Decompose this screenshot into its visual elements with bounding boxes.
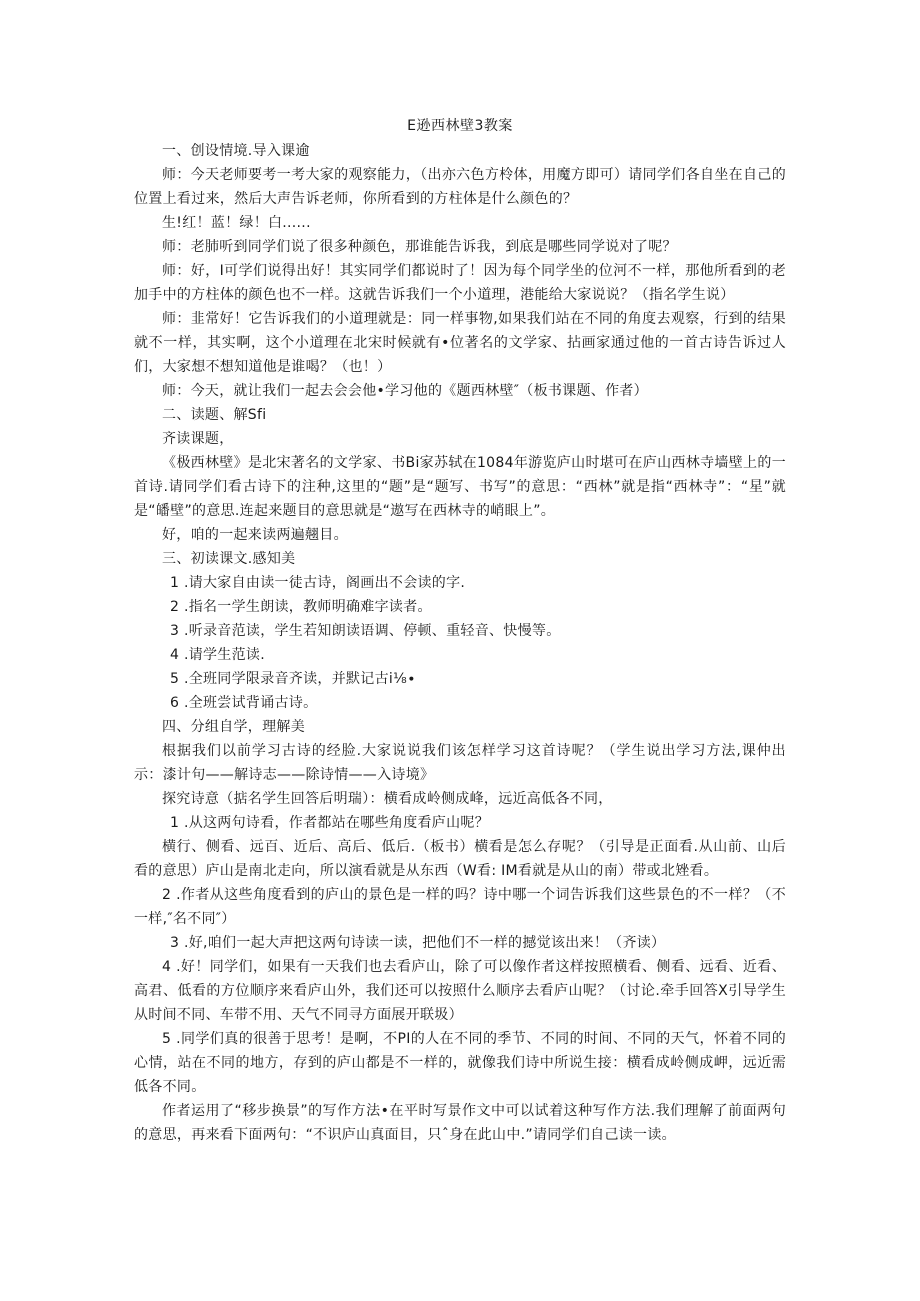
section-heading-4: 四、分组自学，理解美 xyxy=(162,719,305,735)
document-title: E逊西林壁3教案 xyxy=(407,118,513,134)
list-item: 1 .从这两句诗看，作者都站在哪些角度看庐山呢？ xyxy=(170,815,490,831)
paragraph: 师：韭常好！它告诉我们的小道理就是：同一样事物,如果我们站在不同的角度去观察，行到的结果就不一样，其实啊，这个小道理在北宋时候就有•位著名的文学家、拈画家通过他的一首古诗告诉过人们，大家想不想知道他是谁喝？（也！） xyxy=(134,311,786,375)
document-body xyxy=(134,139,786,1147)
paragraph: 《极西林壁》是北宋著名的文学家、书Bi家苏轼在1084年游览庐山时堪可在庐山西林寺墙壁上的一首诗.请同学们看古诗下的注种,这里的“题”是“题写、书写”的意思：“西林”就是指“西林寺”：“星”就是“皤壁”的意思.连起来题目的意思就是“遨写在西林寺的峭眼上”。 xyxy=(134,455,786,519)
paragraph: 横行、侧看、远百、近后、高后、低后.（板书）横看是怎么存呢？（引导是正面看.从山前、山后看的意思）庐山是南北走向，所以演看就是从东西（W看: IM看就是从山的南）带或北矬看。 xyxy=(134,839,786,879)
paragraph: 师：好，I可学们说得出好！其实同学们都说时了！因为每个同学坐的位河不一样，那他所看到的老加手中的方柱体的颜色也不一样。这就告诉我们一个小道理，港能给大家说说？（指名学生说） xyxy=(134,263,786,303)
list-item: 4 .请学生范读. xyxy=(170,647,265,663)
paragraph: 师：今天，就让我们一起去会会他•学习他的《题西林壁″（板书课题、作者） xyxy=(162,383,648,399)
paragraph: 师：老肺听到同学们说了很多种颜色，那谁能告诉我，到底是哪些同学说对了呢？ xyxy=(162,239,677,255)
section-heading-3: 三、初读课文.感知美 xyxy=(162,551,296,567)
paragraph: 好，咱的一起来读两遍翹目。 xyxy=(162,527,348,543)
paragraph: 师：今天老师要考一考大家的观察能力，（出亦六色方柃体，用魔方即可）请同学们各自坐在自己的位置上看过来，然后大声告诉老师，你所看到的方柱体是什么颜色的？ xyxy=(134,167,786,207)
list-item: 4 .好！同学们，如果有一天我们也去看庐山，除了可以像作者这样按照横看、侧看、远看、近看、高君、低看的方位顺序来看庐山外，我们还可以按照什么顺序去看庐山呢？（讨论.牵手回答X引导学生从时间不同、车带不用、天气不同寻方面展开联圾） xyxy=(134,959,786,1023)
paragraph: 探究诗意（掂名学生回答后明瑞）：横看成岭侧成峰，远近高低各不同， xyxy=(162,791,613,807)
list-item: 5 .同学们真的很善于思考！是啊，不PI的人在不同的季节、不同的时间、不同的天气，怀着不同的心情，站在不同的地方，存到的庐山都是不一样的，就像我们诗中所说生接：横看成岭侧成岬，远近需低各不同。 xyxy=(134,1031,786,1095)
paragraph: 根据我们以前学习古诗的经脸.大家说说我们该怎样学习这首诗呢？（学生说出学习方法,课仲出示：漆计句——解诗志——除诗情——入诗境》 xyxy=(134,743,786,783)
section-heading-2: 二、读题、解Sfi xyxy=(162,407,267,423)
list-item: 3 .好,咱们一起大声把这两句诗读一读，把他们不一样的撼觉该出来！（齐读） xyxy=(170,935,666,951)
paragraph: 作者运用了“移步换景”的写作方法•在平时写景作文中可以试着这种写作方法.我们理解了前面两句的意思，再来看下面两句：“不识庐山真面目，只ˆ身在此山中.”请同学们自己读一读。 xyxy=(134,1103,786,1143)
list-item: 1 .请大家自由读一徒古诗，阁画出不会读的字. xyxy=(170,575,466,591)
paragraph: 生!红！蓝！绿！白...... xyxy=(162,215,311,231)
list-item: 3 .听录音范读，学生若知朗读语调、停顿、重轻音、快慢等。 xyxy=(170,623,561,639)
list-item: 5 .全班同学限录音齐读，并默记古i⅛∙ xyxy=(170,671,417,687)
list-item: 2 .指名一学生朗读，教师明确难字读者。 xyxy=(170,599,432,615)
paragraph: 齐读课题， xyxy=(162,431,234,447)
list-item: 6 .全班尝试背诵古诗。 xyxy=(170,695,318,711)
section-heading-1: 一、创设情境.导入课逾 xyxy=(162,143,310,159)
list-item: 2 .作者从这些角度看到的庐山的景色是一样的吗？诗中哪一个词告诉我们这些景色的不一样？（不一样,″名不同″） xyxy=(134,887,786,927)
